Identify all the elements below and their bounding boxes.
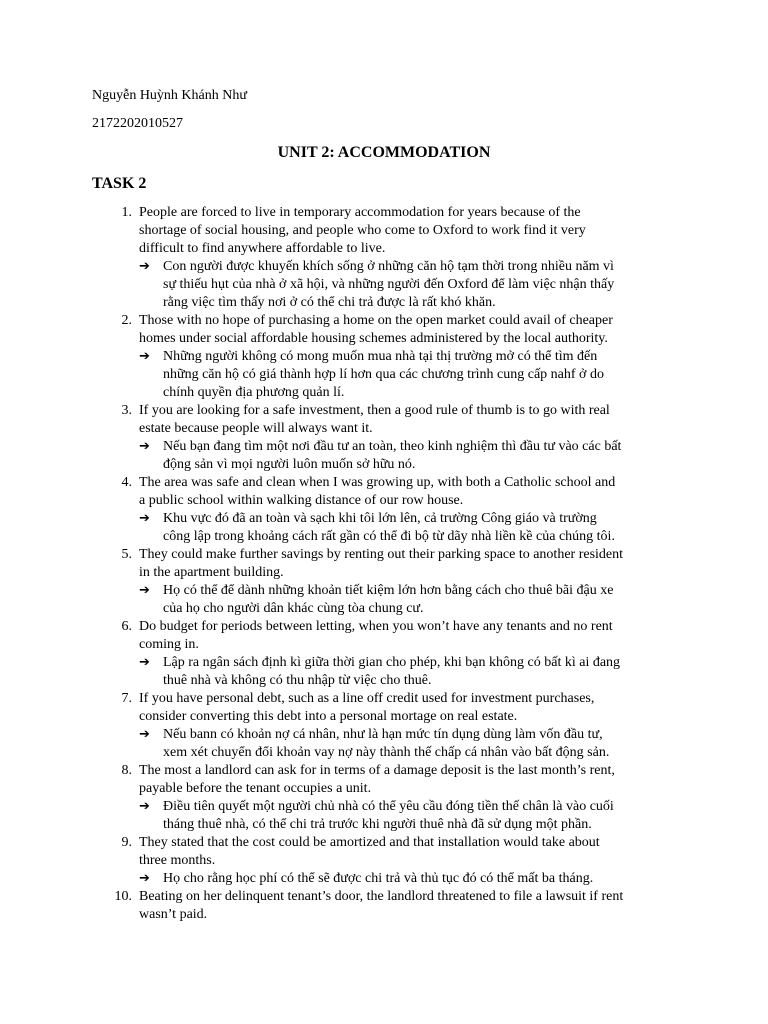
- translation-line: chính quyền địa phương quản lí.: [163, 385, 345, 400]
- arrow-right-icon: ➔: [139, 655, 150, 670]
- translation-line: công lập trong khoảng cách rất gần có thể đi bộ từ dãy nhà liền kề của chúng tôi.: [163, 529, 615, 544]
- student-id: 2172202010527: [92, 116, 183, 131]
- english-sentence-line: They could make further savings by renting out their parking space to another resident: [139, 547, 624, 562]
- vietnamese-translation: [139, 654, 680, 690]
- english-sentence-line: estate because people will always want it.: [139, 421, 373, 436]
- list-item: [0, 690, 768, 762]
- english-sentence-line: They stated that the cost could be amortized and that installation would take about: [139, 835, 600, 850]
- english-sentence-line: a public school within walking distance of our row house.: [139, 493, 464, 508]
- arrow-right-icon: ➔: [139, 871, 150, 886]
- english-sentence-line: coming in.: [139, 637, 199, 652]
- english-sentence-line: in the apartment building.: [139, 565, 284, 580]
- translation-line: Con người được khuyến khích sống ở những căn hộ tạm thời trong nhiều năm vì: [163, 259, 614, 274]
- list-item-number: 4.: [121, 475, 132, 490]
- vietnamese-translation: [139, 798, 680, 834]
- english-sentence-line: homes under social affordable housing schemes administered by the local authority.: [139, 331, 608, 346]
- numbered-list: [0, 204, 768, 924]
- list-item-number: 9.: [121, 835, 132, 850]
- vietnamese-translation: [139, 258, 680, 312]
- list-item: [0, 474, 768, 546]
- task-heading: TASK 2: [92, 175, 147, 192]
- english-sentence-line: The most a landlord can ask for in terms of a damage deposit is the last month’s rent,: [139, 763, 615, 778]
- list-item: [0, 546, 768, 618]
- english-sentence-line: The area was safe and clean when I was growing up, with both a Catholic school and: [139, 475, 616, 490]
- translation-line: những căn hộ có giá thành hợp lí hơn qua các chương trình cung cấp nahf ở do: [163, 367, 604, 382]
- list-item-number: 2.: [121, 313, 132, 328]
- english-sentence-line: Beating on her delinquent tenant’s door, the landlord threatened to file a lawsuit if rent: [139, 889, 624, 904]
- arrow-right-icon: ➔: [139, 583, 150, 598]
- english-sentence-line: If you are looking for a safe investment, then a good rule of thumb is to go with real: [139, 403, 610, 418]
- vietnamese-translation: [139, 438, 680, 474]
- translation-line: sự thiếu hụt của nhà ở xã hội, và những người đến Oxford để làm việc nhận thấy: [163, 277, 615, 292]
- list-item: [0, 402, 768, 474]
- translation-line: thuê nhà và không có thu nhập từ việc cho thuê.: [163, 673, 432, 688]
- arrow-right-icon: ➔: [139, 511, 150, 526]
- translation-line: Lập ra ngân sách định kì giữa thời gian cho phép, khi bạn không có bất kì ai đang: [163, 655, 621, 670]
- translation-line: rằng việc tìm thấy nơi ở có thể chi trả được là rất khó khăn.: [163, 295, 496, 310]
- vietnamese-translation: [139, 582, 680, 618]
- vietnamese-translation: [139, 348, 680, 402]
- arrow-right-icon: ➔: [139, 349, 150, 364]
- translation-line: Nếu bạn đang tìm một nơi đầu tư an toàn, theo kinh nghiệm thì đầu tư vào các bất: [163, 439, 622, 454]
- vietnamese-translation: [139, 870, 680, 888]
- list-item-number: 5.: [121, 547, 132, 562]
- translation-line: Nếu bann có khoản nợ cá nhân, như là hạn mức tín dụng dùng làm vốn đầu tư,: [163, 727, 603, 742]
- translation-line: Họ có thể để dành những khoản tiết kiệm lớn hơn bằng cách cho thuê bãi đậu xe: [163, 583, 614, 598]
- english-sentence-line: Those with no hope of purchasing a home on the open market could avail of cheaper: [139, 313, 613, 328]
- translation-line: xem xét chuyển đổi khoản vay nợ này thành thế chấp cá nhân vào bất động sản.: [163, 745, 610, 760]
- vietnamese-translation: [139, 726, 680, 762]
- arrow-right-icon: ➔: [139, 439, 150, 454]
- english-sentence-line: wasn’t paid.: [139, 907, 208, 922]
- arrow-right-icon: ➔: [139, 727, 150, 742]
- list-item: [0, 312, 768, 402]
- arrow-right-icon: ➔: [139, 259, 150, 274]
- english-sentence-line: three months.: [139, 853, 216, 868]
- list-item: [0, 888, 768, 924]
- english-sentence-line: difficult to find anywhere affordable to live.: [139, 241, 386, 256]
- translation-line: Những người không có mong muốn mua nhà tại thị trường mở có thể tìm đến: [163, 349, 598, 364]
- list-item-number: 8.: [121, 763, 132, 778]
- list-item: [0, 834, 768, 888]
- translation-line: tháng thuê nhà, có thể chi trả trước khi người thuê nhà đã sử dụng một phần.: [163, 817, 592, 832]
- author-name: Nguyễn Huỳnh Khánh Như: [92, 88, 247, 103]
- translation-line: Họ cho rằng học phí có thể sẽ được chi trả và thủ tục đó có thể mất ba tháng.: [163, 871, 594, 886]
- english-sentence-line: People are forced to live in temporary accommodation for years because of the: [139, 205, 581, 220]
- list-item-number: 6.: [121, 619, 132, 634]
- list-item-number: 7.: [121, 691, 132, 706]
- english-sentence-line: payable before the tenant occupies a unit.: [139, 781, 372, 796]
- list-item-number: 1.: [121, 205, 132, 220]
- list-item: [0, 762, 768, 834]
- list-item-number: 3.: [121, 403, 132, 418]
- english-sentence-line: shortage of social housing, and people who come to Oxford to work find it very: [139, 223, 586, 238]
- arrow-right-icon: ➔: [139, 799, 150, 814]
- list-item: [0, 618, 768, 690]
- english-sentence-line: Do budget for periods between letting, when you won’t have any tenants and no rent: [139, 619, 613, 634]
- english-sentence-line: If you have personal debt, such as a line off credit used for investment purchases,: [139, 691, 595, 706]
- translation-line: Điều tiên quyết một người chủ nhà có thể yêu cầu đóng tiền thế chân là vào cuối: [163, 799, 614, 814]
- translation-line: Khu vực đó đã an toàn và sạch khi tôi lớn lên, cả trường Công giáo và trường: [163, 511, 597, 526]
- vietnamese-translation: [139, 510, 680, 546]
- document-title: UNIT 2: ACCOMMODATION: [277, 144, 491, 161]
- english-sentence-line: consider converting this debt into a personal mortage on real estate.: [139, 709, 518, 724]
- list-item-number: 10.: [114, 889, 132, 904]
- translation-line: động sản vì mọi người luôn muốn sở hữu nó.: [163, 457, 416, 472]
- list-item: [0, 204, 768, 312]
- translation-line: của họ cho người dân khác cùng tòa chung cư.: [163, 601, 424, 616]
